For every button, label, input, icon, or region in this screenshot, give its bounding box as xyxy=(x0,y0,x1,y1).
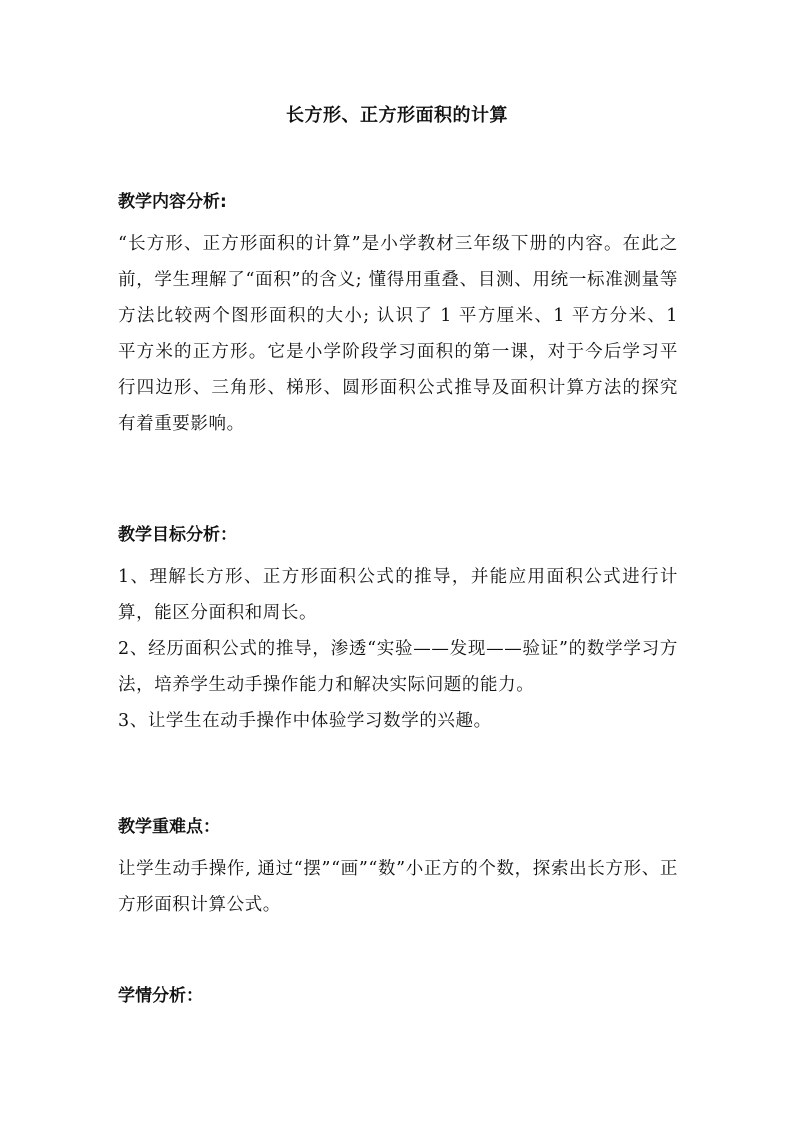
section-objectives xyxy=(118,523,678,739)
list-item: 2、经历面积公式的推导，渗透“实验——发现——验证”的数学学习方法，培养学生动手操作能力和解决实际问题的能力。 xyxy=(118,639,678,695)
section-paragraph: “长方形、正方形面积的计算”是小学教材三年级下册的内容。在此之前，学生理解了“面积”的含义; 懂得用重叠、目测、用统一标准测量等方法比较两个图形面积的大小; 认识了 1 平方厘米、1 平方分米、1 平方米的正方形。它是小学阶段学习面积的第一课，对于今后学习平行四边形、三角形、梯形、圆形面积公式推导及面积计算方法的探究有着重要影响。 xyxy=(118,234,678,434)
section-key-points xyxy=(118,815,678,923)
section-student-analysis xyxy=(118,984,678,1008)
section-content-analysis xyxy=(118,190,678,442)
document-title: 长方形、正方形面积的计算 xyxy=(286,105,508,126)
section-heading: 教学重难点： xyxy=(118,817,220,837)
objectives-list xyxy=(118,559,678,739)
section-paragraph: 让学生动手操作, 通过“摆”“画”“数”小正方的个数，探索出长方形、正方形面积计算公式。 xyxy=(118,859,678,915)
list-item: 1、理解长方形、正方形面积公式的推导，并能应用面积公式进行计算，能区分面积和周长。 xyxy=(118,567,678,623)
list-item: 3、让学生在动手操作中体验学习数学的兴趣。 xyxy=(118,711,492,731)
section-heading: 学情分析： xyxy=(118,986,203,1006)
section-heading: 教学内容分析: xyxy=(118,192,227,212)
section-heading: 教学目标分析： xyxy=(118,525,237,545)
